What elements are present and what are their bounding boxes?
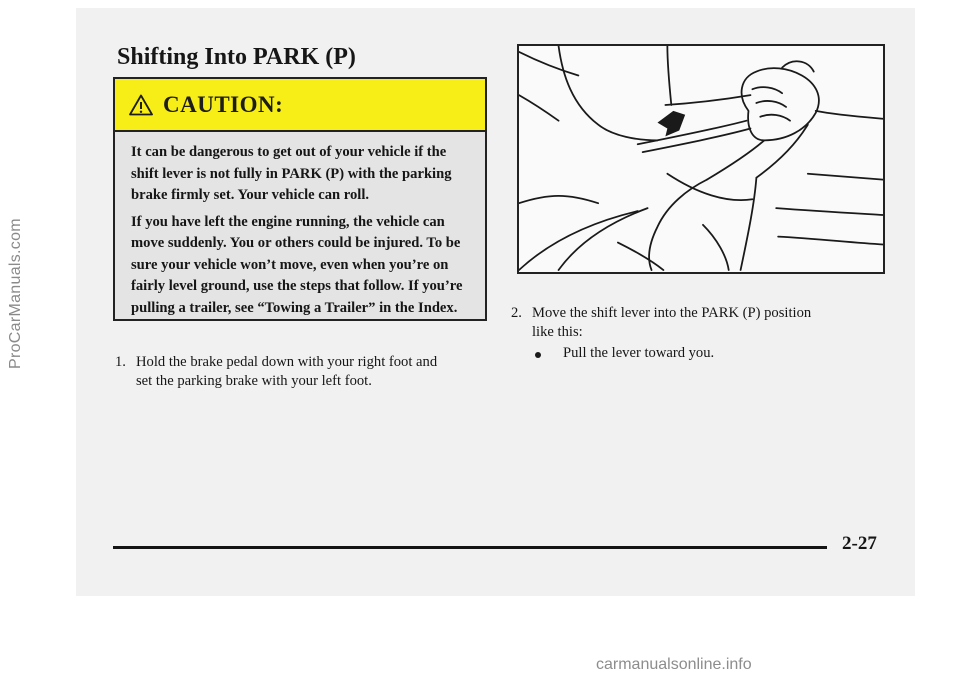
step-text (532, 304, 811, 342)
step-number: 2. (511, 305, 522, 321)
bullet-dot-icon (535, 352, 541, 358)
step-line-2: like this: (532, 324, 583, 340)
step-line-1: Move the shift lever into the PARK (P) position (532, 305, 812, 321)
caution-body (115, 132, 485, 319)
bottom-watermark: carmanualsonline.info (596, 656, 752, 673)
step-text (136, 353, 437, 391)
caution-heading: CAUTION: (163, 91, 284, 117)
page-number: 2-27 (842, 533, 877, 554)
side-watermark: ProCarManuals.com (7, 218, 24, 370)
step-line-2: set the parking brake with your left foot. (136, 373, 372, 389)
footer-rule (113, 546, 827, 549)
section-title: Shifting Into PARK (P) (117, 44, 356, 70)
step-number: 1. (115, 354, 126, 370)
shift-lever-illustration (517, 44, 885, 274)
step-line-1: Hold the brake pedal down with your right foot and (136, 354, 438, 370)
caution-box (113, 77, 487, 321)
caution-paragraph-1: It can be dangerous to get out of your vehicle if the shift lever is not fully in PARK (P) with the parking brake firmly set. Your vehicle can roll. (131, 144, 452, 203)
warning-triangle-icon (129, 94, 153, 116)
caution-paragraph-2: If you have left the engine running, the vehicle can move suddenly. You or others could be injured. To be sure your vehicle won’t move, even when you’re on fairly level ground, use the steps that follow. If you’re pulling a trailer, see “Towing a Trailer” in the Index. (131, 213, 463, 316)
bullet-text: Pull the lever toward you. (563, 345, 715, 361)
caution-header (115, 79, 485, 132)
